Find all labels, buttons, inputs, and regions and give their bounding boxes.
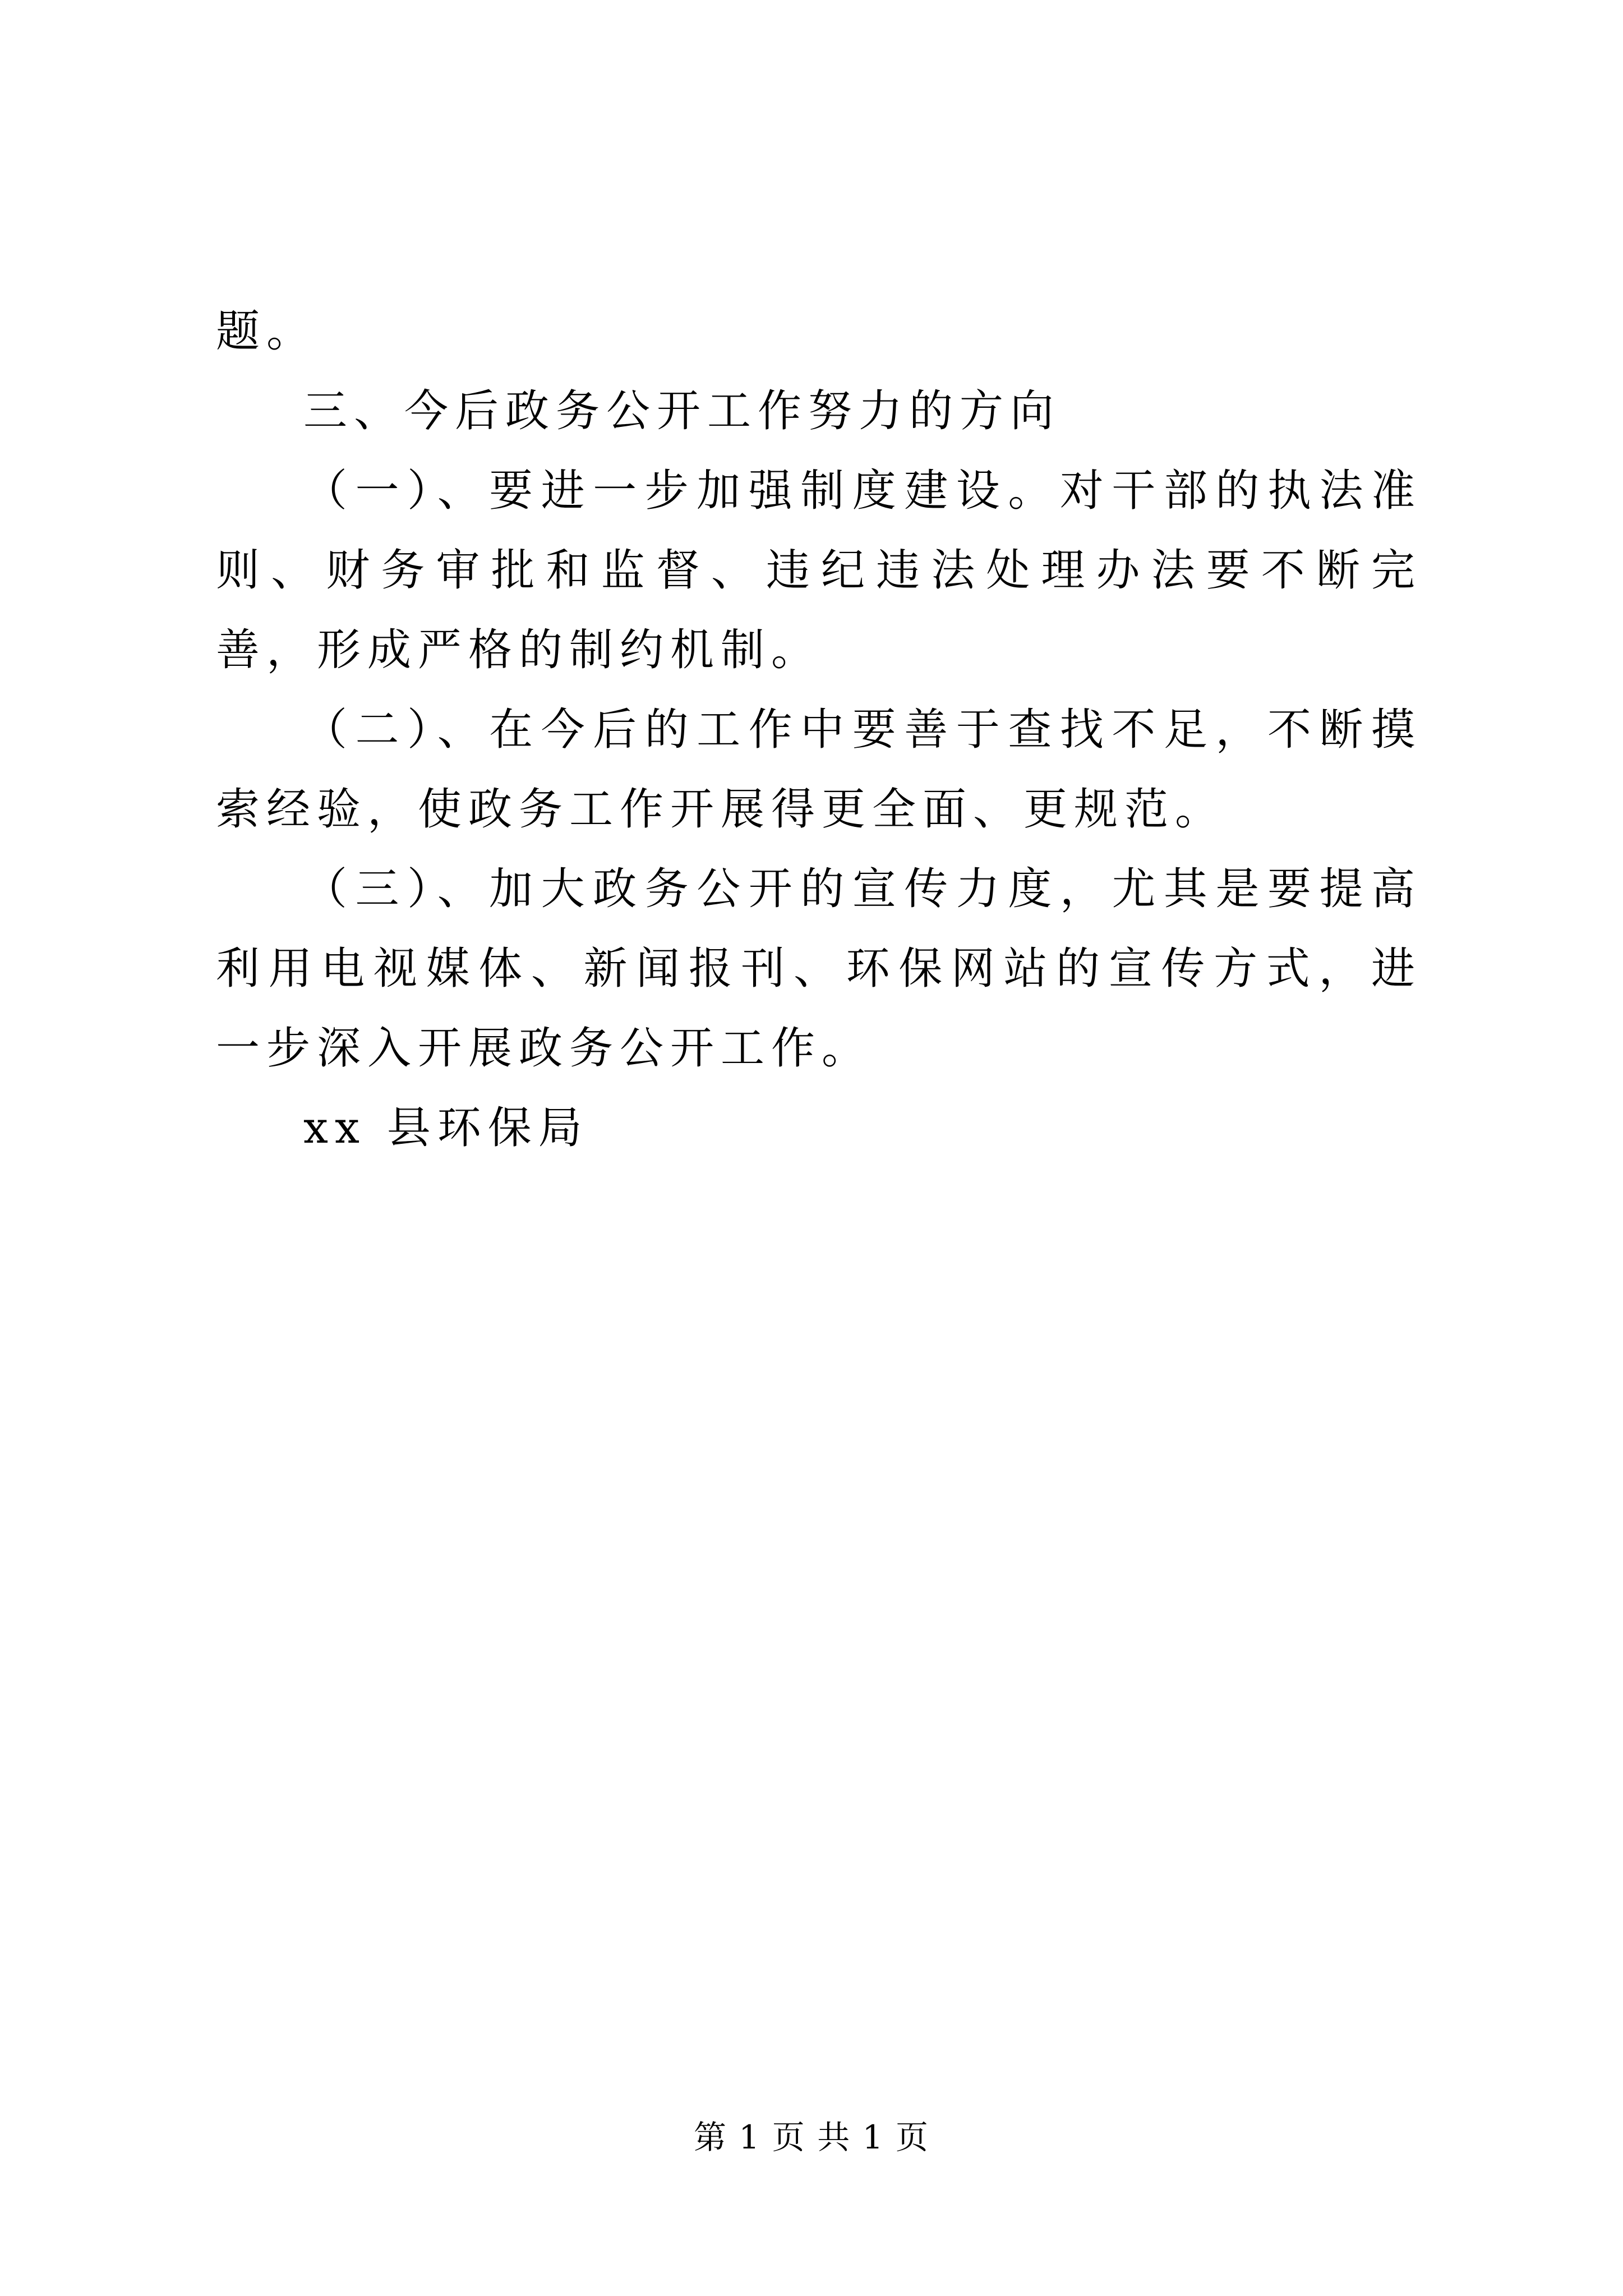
paragraph-3: （三）、加大政务公开的宣传力度，尤其是要提高利用电视媒体、新闻报刊、环保网站的宣传方式，进一步深入开展政务公开工作。: [216, 864, 1422, 1074]
page-number-footer: 第 1 页 共 1 页: [694, 2118, 929, 2156]
section-heading: 三、今后政务公开工作努力的方向: [303, 386, 1061, 436]
continued-text-line: 题。: [216, 306, 317, 357]
document-body: [216, 292, 1422, 1168]
paragraph-2: （二）、在今后的工作中要善于查找不足，不断摸索经验，使政务工作开展得更全面、更规范。: [216, 705, 1422, 835]
signature: xx 县环保局: [303, 1103, 589, 1153]
paragraph-1: （一）、要进一步加强制度建设。对干部的执法准则、财务审批和监督、违纪违法处理办法要不断完善，形成严格的制约机制。: [216, 466, 1422, 675]
